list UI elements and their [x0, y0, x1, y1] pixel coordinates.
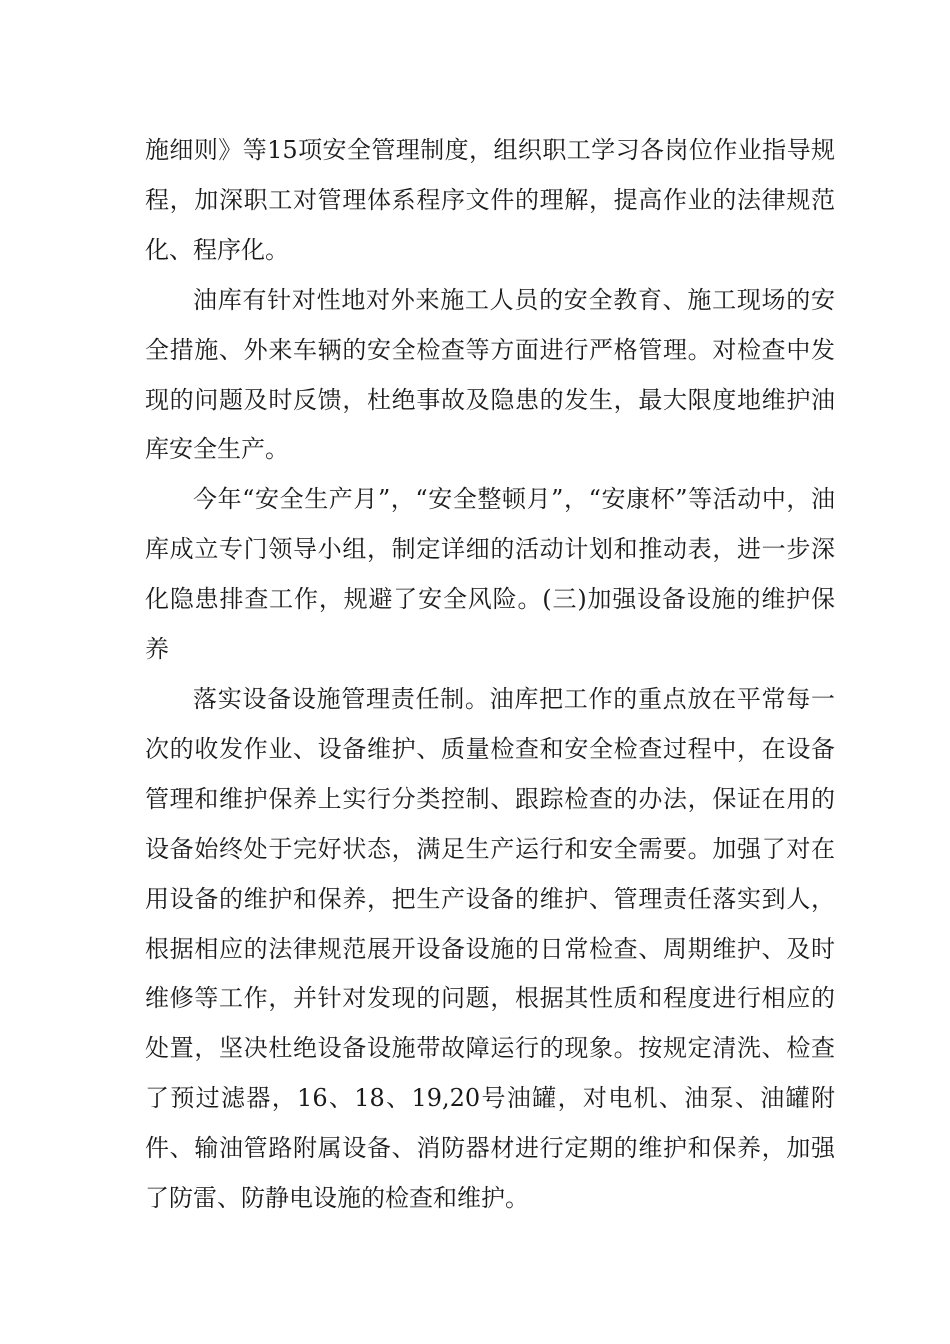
- paragraph-safety-campaigns: 今年“安全生产月”，“安全整顿月”，“安康杯”等活动中，油库成立专门领导小组，制定详细的活动计划和推动表，进一步深化隐患排查工作，规避了安全风险。(三)加强设备设施的维护保养: [145, 485, 835, 664]
- paragraph-outsider-safety: 油库有针对性地对外来施工人员的安全教育、施工现场的安全措施、外来车辆的安全检查等方面进行严格管理。对检查中发现的问题及时反馈，杜绝事故及隐患的发生，最大限度地维护油库安全生产。: [145, 285, 835, 464]
- paragraph-continuation: 施细则》等15项安全管理制度，组织职工学习各岗位作业指导规程，加深职工对管理体系程序文件的理解，提高作业的法律规范化、程序化。: [145, 136, 835, 264]
- paragraph-equipment-maintenance: 落实设备设施管理责任制。油库把工作的重点放在平常每一次的收发作业、设备维护、质量检查和安全检查过程中，在设备管理和维护保养上实行分类控制、跟踪检查的办法，保证在用的设备始终处于完好状态，满足生产运行和安全需要。加强了对在用设备的维护和保养，把生产设备的维护、管理责任落实到人，根据相应的法律规范展开设备设施的日常检查、周期维护、及时维修等工作，并针对发现的问题，根据其性质和程度进行相应的处置，坚决杜绝设备设施带故障运行的现象。按规定清洗、检查了预过滤器，16、18、19,20号油罐，对电机、油泵、油罐附件、输油管路附属设备、消防器材进行定期的维护和保养，加强了防雷、防静电设施的检查和维护。: [145, 684, 835, 1213]
- document-body: [145, 126, 835, 1224]
